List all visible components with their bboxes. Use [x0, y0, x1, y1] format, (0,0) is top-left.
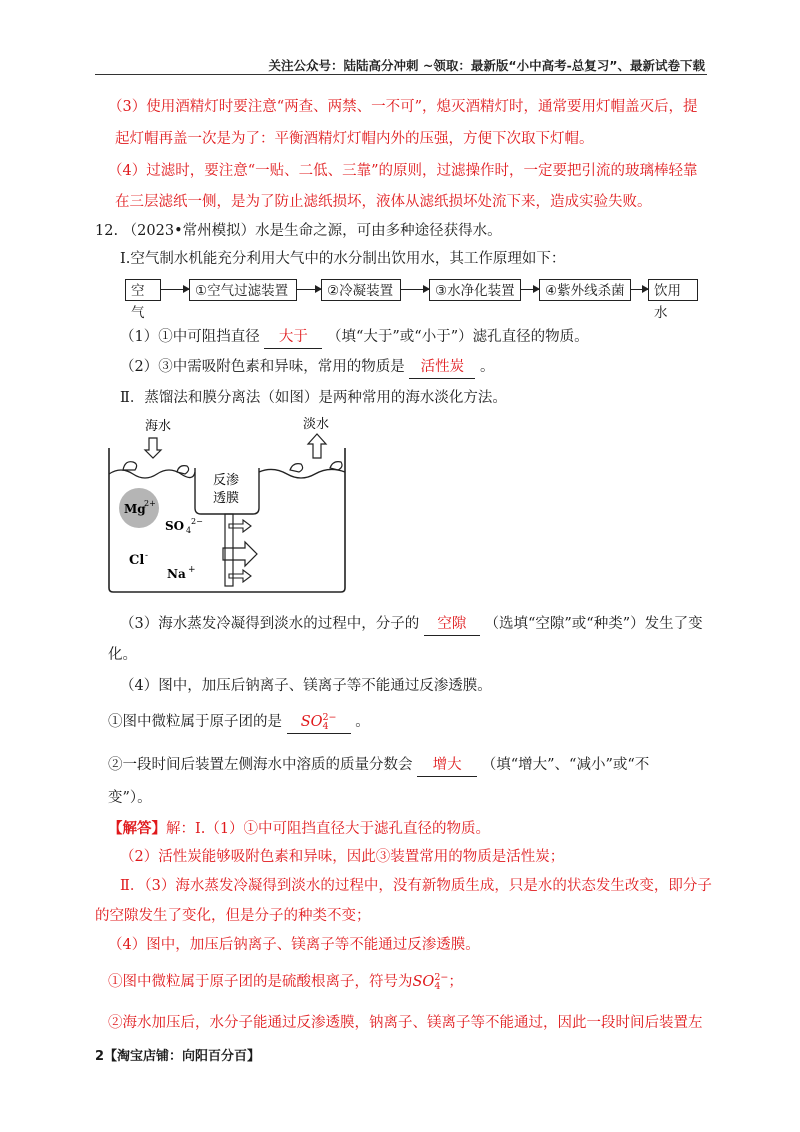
pass-arrow-icon — [229, 570, 251, 582]
part2-intro: Ⅱ．蒸馏法和膜分离法（如图）是两种常用的海水淡化方法。 — [120, 390, 507, 406]
q4-1-prefix: ①图中微粒属于原子团的是 — [108, 714, 282, 730]
question-2 — [120, 357, 494, 379]
q3-suffix: （选填“空隙”或“种类”）发生了变 — [484, 616, 703, 632]
label-na: Na — [167, 567, 186, 581]
water-surface-right — [259, 469, 345, 478]
label-so4-charge: 2− — [191, 517, 203, 526]
q2-prefix: （2）③中需吸附色素和异味，常用的物质是 — [120, 359, 405, 375]
header-divider — [95, 74, 707, 75]
label-cl-charge: - — [145, 551, 149, 561]
flow-arrow — [401, 289, 429, 290]
question-3 — [120, 614, 703, 636]
q2-answer: 活性炭 — [409, 357, 475, 379]
q1-answer: 大于 — [264, 327, 322, 349]
splash-icon — [177, 466, 189, 474]
label-mg: Mg — [124, 502, 146, 516]
page-header: 关注公众号：陆陆高分冲刺 ~领取：最新版“小中高考-总复习”、最新试卷下载 — [268, 58, 705, 73]
question-4: （4）图中，加压后钠离子、镁离子等不能通过反渗透膜。 — [120, 678, 492, 694]
label-mg-charge: 2+ — [144, 499, 156, 508]
answer-line-3: （4）过滤时，要注意“一贴、二低、三靠”的原则，过滤操作时，一定要把引流的玻璃棒轻靠 — [108, 163, 698, 179]
label-cl: Cl — [129, 553, 145, 568]
solution-line-4: 的空隙发生了变化，但是分子的种类不变； — [95, 908, 371, 924]
solution-line-7: ②海水加压后，水分子能通过反渗透膜，钠离子、镁离子等不能通过，因此一段时间后装置左 — [108, 1015, 703, 1031]
flow-box-purifier: ③水净化装置 — [429, 279, 521, 301]
q1-suffix: （填“大于”或“小于”）滤孔直径的物质。 — [326, 329, 589, 345]
solution-6-suffix: ； — [448, 974, 463, 990]
question-number: 12. — [95, 223, 119, 239]
flow-arrow — [161, 289, 189, 290]
page-footer: 2【淘宝店铺：向阳百分百】 — [95, 1049, 261, 1064]
question-4-1 — [108, 712, 370, 734]
label-membrane-2: 透膜 — [213, 491, 240, 506]
answer-line-2: 起灯帽再盖一次是为了：平衡酒精灯灯帽内外的压强，方便下次取下灯帽。 — [115, 131, 594, 147]
flow-arrow — [521, 289, 539, 290]
solution-line-6 — [108, 972, 463, 993]
water-surface-left — [109, 470, 195, 478]
label-so4: SO — [165, 519, 185, 533]
flow-arrow — [297, 289, 321, 290]
pass-arrow-big-icon — [223, 542, 257, 566]
part1-intro: Ⅰ.空气制水机能充分利用大气中的水分制出饮用水，其工作原理如下： — [120, 251, 566, 267]
q4-2-continued: 变”）。 — [108, 790, 152, 806]
pass-arrow-icon — [229, 520, 251, 532]
q4-1-answer-base: SO — [300, 714, 323, 730]
q4-2-suffix: （填“增大”、“减小”或“不 — [481, 757, 650, 773]
solution-6-sup: 2− — [434, 972, 449, 983]
question-stem — [95, 221, 502, 242]
solution-line-2: （2）活性炭能够吸附色素和异味，因此③装置常用的物质是活性炭； — [120, 849, 565, 865]
solution-line-3: Ⅱ．（3）海水蒸发冷凝得到淡水的过程中，没有新物质生成，只是水的状态发生改变，即分子 — [120, 878, 712, 894]
flow-box-air: 空气 — [125, 279, 161, 301]
question-1 — [120, 327, 589, 349]
label-na-charge: + — [188, 565, 196, 575]
q3-continued: 化。 — [108, 647, 137, 663]
label-freshwater: 淡水 — [303, 417, 330, 432]
seawater-down-arrow-icon — [145, 438, 161, 458]
flow-arrow — [631, 289, 648, 290]
solution-label: 【解答】 — [108, 820, 166, 837]
label-membrane-1: 反渗 — [213, 473, 240, 488]
q4-1-answer — [287, 712, 351, 734]
flow-box-uv: ④紫外线杀菌 — [539, 279, 631, 301]
solution-6-symbol: SO — [412, 974, 435, 990]
splash-icon — [290, 464, 303, 472]
solution-6-sub: 4 — [434, 981, 441, 992]
q4-1-suffix: 。 — [355, 714, 370, 730]
label-so4-sub: 4 — [186, 526, 192, 535]
question-stem-text: （2023•常州模拟）水是生命之源，可由多种途径获得水。 — [122, 223, 502, 239]
solution-text-1: 解：Ⅰ.（1）①中可阻挡直径大于滤孔直径的物质。 — [166, 821, 491, 837]
splash-icon — [123, 462, 137, 470]
solution-line-1 — [108, 818, 490, 840]
reverse-osmosis-diagram — [105, 412, 365, 596]
flow-box-condenser: ②冷凝装置 — [321, 279, 401, 301]
q1-prefix: （1）①中可阻挡直径 — [120, 329, 260, 345]
solution-line-5: （4）图中，加压后钠离子、镁离子等不能通过反渗透膜。 — [108, 937, 480, 953]
q2-suffix: 。 — [479, 359, 495, 375]
q4-2-answer: 增大 — [417, 755, 477, 777]
label-seawater: 海水 — [145, 419, 172, 434]
q4-1-answer-sub: 4 — [322, 721, 329, 732]
solution-6-prefix: ①图中微粒属于原子团的是硫酸根离子，符号为 — [108, 974, 413, 990]
freshwater-up-arrow-icon — [308, 434, 326, 458]
q3-prefix: （3）海水蒸发冷凝得到淡水的过程中，分子的 — [120, 616, 420, 632]
q4-1-answer-sup: 2− — [322, 712, 337, 723]
q4-2-prefix: ②一段时间后装置左侧海水中溶质的质量分数会 — [108, 757, 413, 773]
splash-icon — [330, 462, 342, 470]
question-4-2 — [108, 755, 649, 777]
flow-box-drinking-water: 饮用水 — [648, 279, 698, 301]
flow-box-filter: ①空气过滤装置 — [189, 279, 297, 301]
q3-answer: 空隙 — [424, 614, 480, 636]
answer-line-1: （3）使用酒精灯时要注意“两查、两禁、一不可”，熄灭酒精灯时，通常要用灯帽盖灭后，提 — [108, 99, 698, 115]
answer-line-4: 在三层滤纸一侧，是为了防止滤纸损坏，液体从滤纸损坏处流下来，造成实验失败。 — [115, 194, 652, 210]
